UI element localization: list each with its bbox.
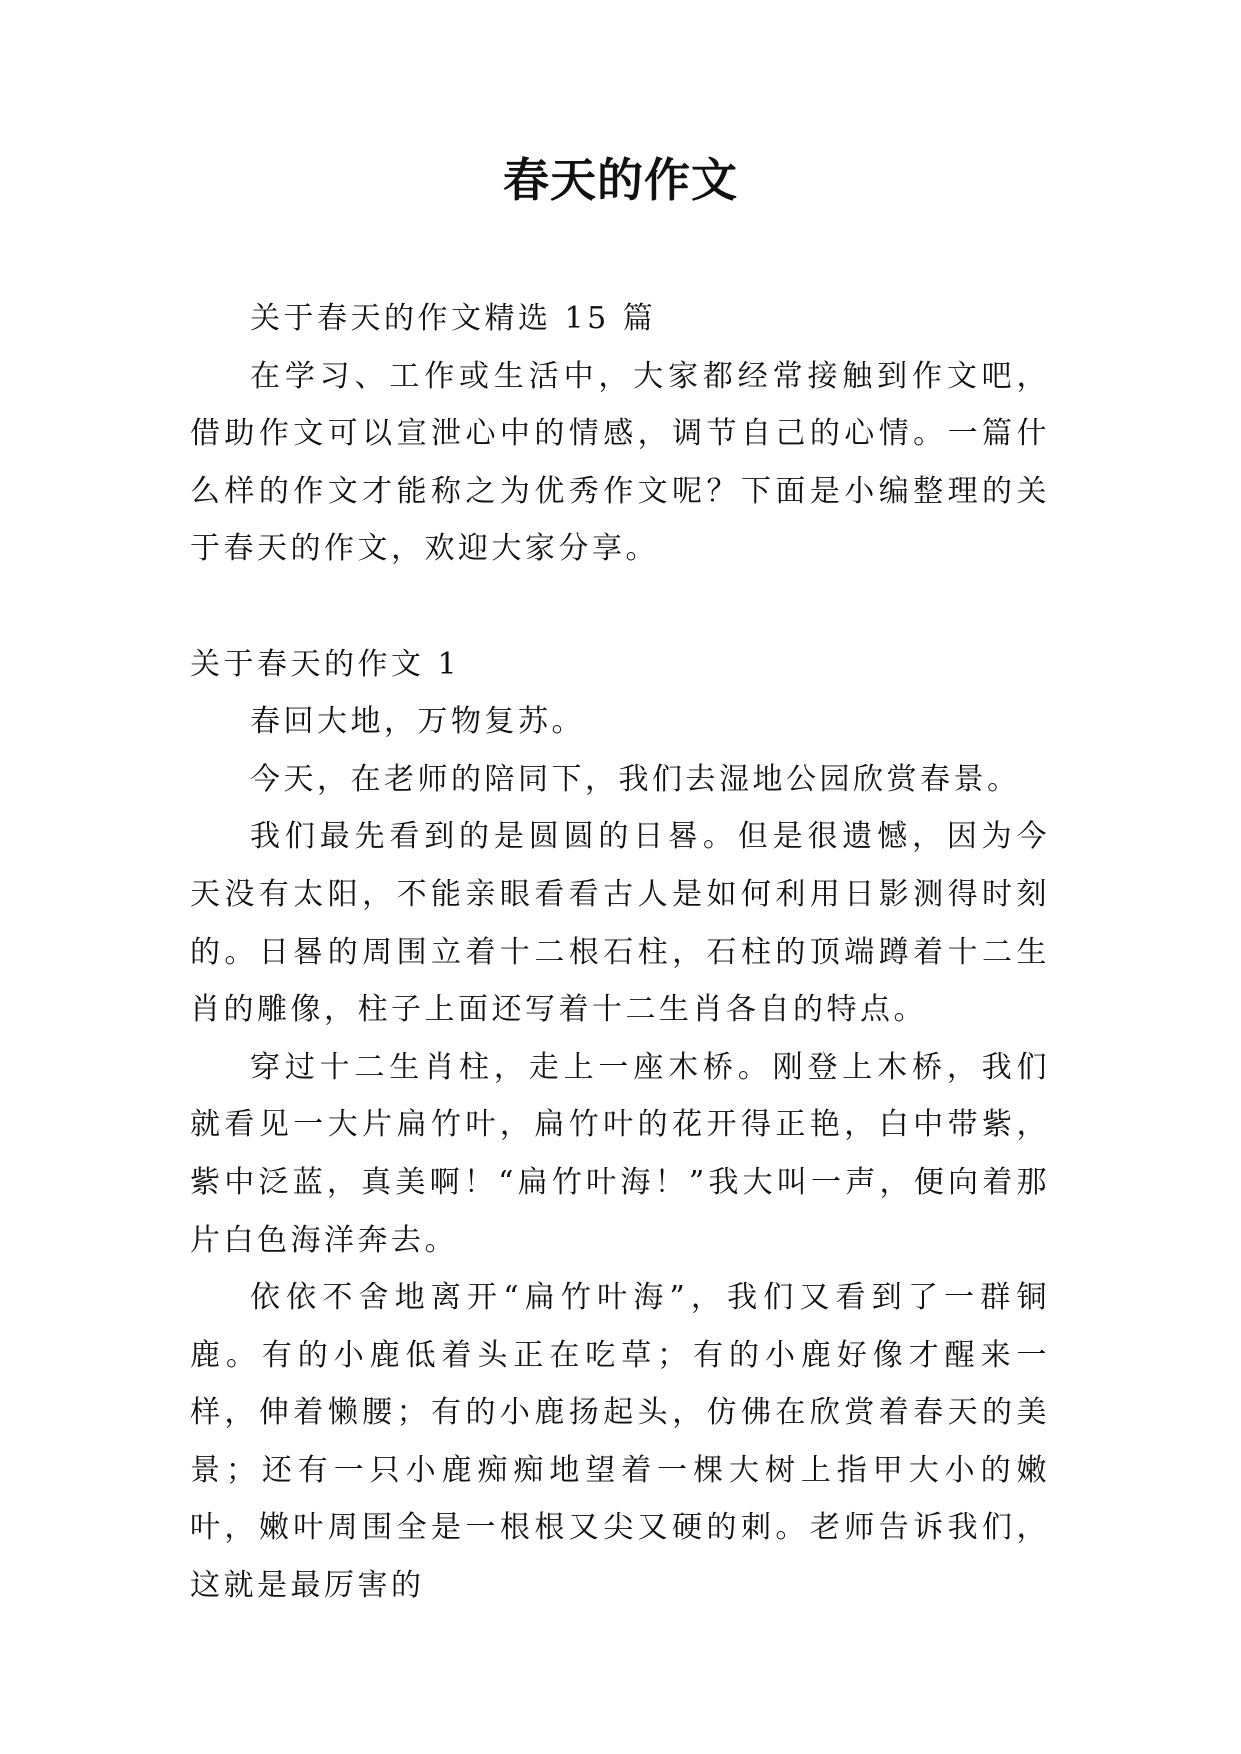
paragraph-5: 依依不舍地离开“扁竹叶海”，我们又看到了一群铜鹿。有的小鹿低着头正在吃草；有的小鹿好像才醒来一样，伸着懒腰；有的小鹿扬起头，仿佛在欣赏着春天的美景；还有一只小鹿痴痴地望着一棵大树上指甲大小的嫩叶，嫩叶周围全是一根根又尖又硬的刺。老师告诉我们，这就是最厉害的: [190, 1280, 1050, 1604]
intro-heading: 关于春天的作文精选 15 篇: [250, 301, 657, 336]
section-spacer: [190, 578, 1050, 636]
paragraph-3: 我们最先看到的是圆圆的日晷。但是很遗憾，因为今天没有太阳，不能亲眼看看古人是如何利用日影测得时刻的。日晷的周围立着十二根石柱，石柱的顶端蹲着十二生肖的雕像，柱子上面还写着十二生肖各自的特点。: [190, 819, 1050, 1028]
paragraph-1: 春回大地，万物复苏。: [250, 704, 585, 740]
document-title: 春天的作文: [503, 153, 738, 207]
section-heading: 关于春天的作文 1: [190, 646, 461, 682]
paragraph-2: 今天，在老师的陪同下，我们去湿地公园欣赏春景。: [250, 761, 1021, 797]
paragraph-4: 穿过十二生肖柱，走上一座木桥。刚登上木桥，我们就看见一大片扁竹叶，扁竹叶的花开得正艳，白中带紫，紫中泛蓝，真美啊！“扁竹叶海！”我大叫一声，便向着那片白色海洋奔去。: [190, 1049, 1050, 1258]
document-body: [190, 290, 1050, 1615]
intro-paragraph: 在学习、工作或生活中，大家都经常接触到作文吧，借助作文可以宣泄心中的情感，调节自己的心情。一篇什么样的作文才能称之为优秀作文呢？下面是小编整理的关于春天的作文，欢迎大家分享。: [190, 358, 1050, 567]
